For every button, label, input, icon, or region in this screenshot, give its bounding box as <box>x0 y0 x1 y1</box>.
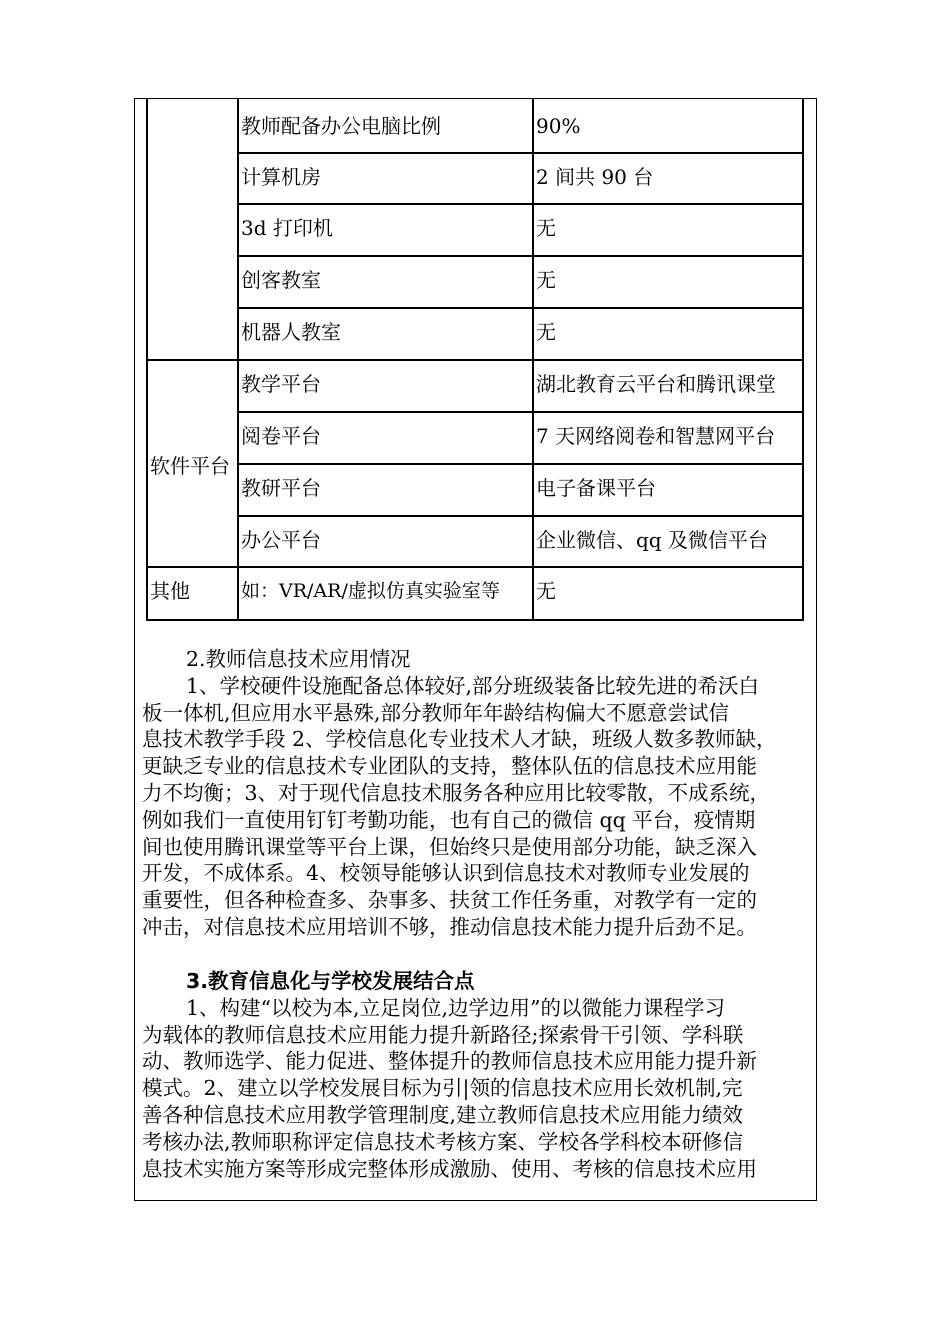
section-3-heading: 3.教育信息化与学校发展结合点 <box>186 969 475 993</box>
paragraph-line: 间也使用腾讯课堂等平台上课，但始终只是使用部分功能，缺乏深入 <box>142 834 757 859</box>
table-cell-value: 90% <box>536 114 581 138</box>
paragraph-line: 息技术教学手段 2、学校信息化专业技术人才缺，班级人数多教师缺， <box>142 727 777 752</box>
paragraph-line: 力不均衡；3、对于现代信息技术服务各种应用比较零散，不成系统， <box>142 780 771 805</box>
table-cell-item: 创客教室 <box>241 268 321 292</box>
paragraph-line: 板一体机,但应用水平悬殊,部分教师年年龄结构偏大不愿意尝试信 <box>142 700 730 725</box>
table-divider <box>146 619 803 621</box>
table-category-software: 软件平台 <box>150 454 230 478</box>
table-cell-item: 3d 打印机 <box>241 216 333 240</box>
table-cell-value: 电子备课平台 <box>536 476 656 500</box>
table-divider <box>237 152 803 154</box>
paragraph-line: 重要性，但各种检查多、杂事多、扶贫工作任务重，对教学有一定的 <box>142 888 757 913</box>
table-cell-item: 教学平台 <box>241 372 321 396</box>
table-cell-item: 阅卷平台 <box>241 424 321 448</box>
table-cell-value: 7 天网络阅卷和智慧网平台 <box>536 424 776 448</box>
table-category-other: 其他 <box>150 579 190 603</box>
section-2 <box>142 646 814 941</box>
table-cell-value: 无 <box>536 268 556 292</box>
paragraph-line: 更缺乏专业的信息技术专业团队的支持，整体队伍的信息技术应用能 <box>142 754 757 779</box>
table-divider <box>237 255 803 257</box>
paragraph-line: 息技术实施方案等形成完整体形成激励、使用、考核的信息技术应用 <box>142 1156 757 1181</box>
paragraph-line: 1、学校硬件设施配备总体较好,部分班级装备比较先进的希沃白 <box>186 673 760 698</box>
table-cell-value: 无 <box>536 579 556 603</box>
table-cell-item: 如：VR/AR/虚拟仿真实验室等 <box>241 580 500 602</box>
table-cell-value: 2 间共 90 台 <box>536 165 654 189</box>
table-cell-item: 教师配备办公电脑比例 <box>241 114 441 138</box>
table-cell-value: 湖北教育云平台和腾讯课堂 <box>536 372 776 396</box>
section-2-heading: 2.教师信息技术应用情况 <box>186 647 411 671</box>
paragraph-line: 模式。2、建立以学校发展目标为引|领的信息技术应用长效机制,完 <box>142 1076 743 1101</box>
table-divider <box>237 463 803 465</box>
paragraph-line: 冲击，对信息技术应用培训不够，推动信息技术能力提升后劲不足。 <box>142 914 757 939</box>
paragraph-line: 善各种信息技术应用教学管理制度,建立教师信息技术应用能力绩效 <box>142 1102 744 1127</box>
paragraph-line: 为载体的教师信息技术应用能力提升新路径;探索骨干引领、学科联 <box>142 1022 744 1047</box>
paragraph-line: 例如我们一直使用钉钉考勤功能，也有自己的微信 qq 平台，疫情期 <box>142 807 756 832</box>
table-cell-item: 计算机房 <box>241 165 321 189</box>
paragraph-line: 开发，不成体系。4、校领导能够认识到信息技术对教师专业发展的 <box>142 861 750 886</box>
section-3 <box>142 968 814 1182</box>
paragraph-line: 考核办法,教师职称评定信息技术考核方案、学校各学科校本研修信 <box>142 1129 744 1154</box>
table-cell-value: 企业微信、qq 及微信平台 <box>536 528 768 552</box>
table-cell-value: 无 <box>536 216 556 240</box>
table-cell-value: 无 <box>536 320 556 344</box>
paragraph-line: 1、构建“以校为本,立足岗位,边学边用”的以微能力课程学习 <box>186 995 726 1020</box>
paragraph-line: 动、教师选学、能力促进、整体提升的教师信息技术应用能力提升新 <box>142 1049 757 1074</box>
table-cell-item: 机器人教室 <box>241 320 341 344</box>
table-cell-item: 办公平台 <box>241 528 321 552</box>
table-cell-item: 教研平台 <box>241 476 321 500</box>
